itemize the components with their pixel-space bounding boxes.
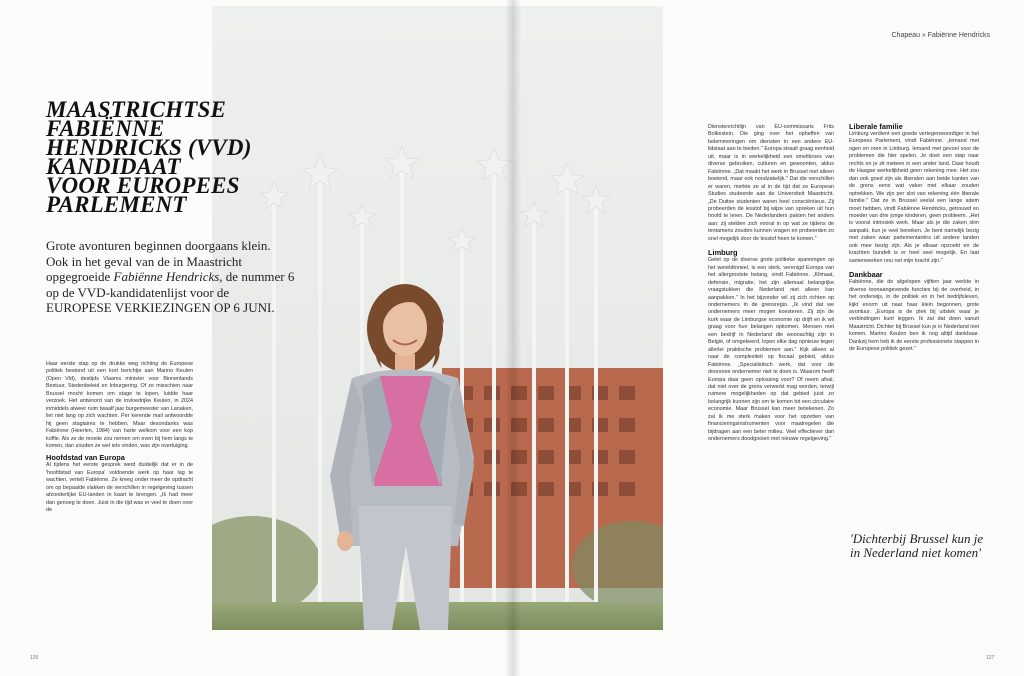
article-intro — [46, 238, 296, 316]
intro-text-1: Grote avonturen beginnen doorgaans klein. Ook in het geval van de in Maastricht opgegroeide — [46, 238, 271, 284]
folio-right: 127 — [986, 655, 995, 661]
article-title — [46, 97, 281, 217]
body-column-3 — [708, 124, 834, 644]
subhead-dankbaar: Dankbaar — [849, 270, 883, 280]
title-line-6: PARLEMENT — [46, 192, 187, 217]
col3-paragraph-1: Dienstenrichtlijn van EU-commissaris Frits Bolkestein. Die ging over het opheffen van belemmeringen om diensten in een andere EU-lidstaat aan te bieden." Europa straalt graag eenheid uit, maar is in werkelijkheid een smeltkroes van diverse gebruiken, culturen en gewoonten, aldus Fabiënne. „Dat maakt het werk in Brussel niet alleen boeiend, maar ook noodzakelijk." Dat die verschillen er waren, merkte ze al in de tijd dat ze European Studies studeerde aan de Universiteit Maastricht. „De Duitse studenten waren heel consciëntieus. Zij probeerden de lesstof bij wijze van spreken uit hun hoofd te leren. De Nederlanders pakten het anders aan: zij stelden zich vooral in op wat ze tijdens de tentamens zouden kunnen vragen en probeerden zo snel mogelijk door de lesstof heen te komen." — [708, 124, 834, 242]
title-line-1: MAASTRICHTSE — [46, 97, 227, 122]
col3-paragraph-2: Gelet op de diverse grote politieke spanningen op het wereldtoneel, is een sterk, verenigd Europa van het allergrootste belang, vindt Fabiënne. „Klimaat, defensie, migratie; het zijn allemaal belangrijke vraagstukken die Nederland niet alleen kan aanpakken." In het bijzonder wil zij zich richten op ondernemers in de grensregio. „Ik vind dat we ondernemers meer mogen koesteren. Zij zijn de kurk waar de Limburgse economie op drijft en ik wil graag voor hun belangen opkomen. Mensen met een bedrijf in Nederland die woonachtig zijn in België, of omgekeerd, lopen elke dag opnieuw tegen allerlei praktische problemen aan." Kijk alleen al naar de complexiteit op fiscaal gebied, aldus Fabiënne. „Specialistisch werk, dat voor de doorsnee ondernemer niet te doen is. Waarom heeft Europa daar geen oplossing voor? Of neem afval, dat niet over de grens verwerkt mag worden, terwijl ruimere mogelijkheden op dat gebied juist zo belangrijk kunnen zijn om te komen tot een circulaire economie. Maar Brussel kan meer betekenen. Zo zal ik me sterk maken voor het opzetten van financieringsinstrumenten voor maatregelen die bijdragen aan een beter milieu. Veel effectiever dan ondernemers doodgooien met nieuwe regelgeving." — [708, 257, 834, 443]
running-head: Chapeau » Fabiënne Hendricks — [891, 32, 990, 39]
subhead-liberale: Liberale familie — [849, 122, 903, 131]
subhead-limburg: Limburg — [708, 248, 738, 258]
col4-paragraph-2: Fabiënne, die de afgelopen vijftien jaar werkte in diverse toonaangevende functies bij de overheid, in het onderwijs, in de politiek en in het bedrijfsleven, kijkt enorm uit naar haar klein begonnen, grote avontuur. „Europa is de plek bij uitstek waar je verbindingen kunt leggen. Ik zal dat doen vanuit Maastricht. Dichter bij Brussel kun je in Nederland niet komen. Marino Keulen ben ik nog altijd dankbaar. Dankzij hem heb ik de eerste professionele stappen in de Europese politiek gezet." — [849, 279, 979, 353]
title-line-4: KANDIDAAT — [46, 154, 181, 179]
subhead-hoofdstad: Hoofdstad van Europa — [46, 453, 125, 463]
col4-paragraph-1: Limburg verdient een goede vertegenwoordiger in het Europees Parlement, vindt Fabiënne. „Iemand met ogen en oren in Limburg. Iemand met gevoel voor de problemen die hier spelen. Je doet een stap naar rechts en je zit meteen in een ander land. Daar houdt de Haagse werkelijkheid geen rekening mee. Het zou dan ook goed zijn als liberalen aan beide kanten van de grens eens wat vaker met elkaar zouden optrekken. We zijn per slot van rekening één liberale familie." Dat ze in Brussel veelal een lange adem moet hebben, vindt Fabiënne Hendricks, getrouwd en moeder van drie jonge kinderen, geen probleem. „Het is vooral intrinsiek werk. Maar als je die zaken slim aanpakt, kun je veel bereiken. Je bent namelijk bezig met zaken waar parlementariërs uit andere landen ook mee bezig zijn. Als je elkaar opzoekt en de krachten bundelt is er heel veel mogelijk. En laat samenwerken nou net mijn kracht zijn." — [849, 131, 979, 264]
intro-text-2: , de nummer 6 op de VVD-kandidatenlijst voor de EUROPESE VERKIEZINGEN OP 6 JUNI. — [46, 269, 295, 315]
page-gutter — [505, 0, 521, 676]
col1-paragraph-2: Al tijdens het eerste gesprek werd duidelijk dat er in de 'hoofdstad van Europa' voldoende werk op haar lag te wachten, vertelt Fabiënne. Ze kreeg onder meer de opdracht om op bepaalde vlakken de verschillen in regelgeving tussen afzonderlijke EU-landen in kaart te brengen. „Ik had meer dan genoeg te doen. Juist in die tijd was er veel te doen over de — [46, 462, 193, 514]
title-line-2: FABIËNNE — [46, 116, 165, 141]
body-column-1 — [46, 361, 193, 653]
title-line-5: VOOR EUROPEES — [46, 173, 240, 198]
intro-name: Fabiënne Hendricks — [113, 269, 220, 284]
title-line-3: HENDRICKS (VVD) — [46, 135, 252, 160]
col1-paragraph-1: Haar eerste stap op de drukke weg richting de Europese politiek bestond uit een kort berichtje aan Marino Keulen (Open Vld), destijds Vlaams minister voor Binnenlands Bestuur, Stedenbeleid en Inburgering. Of ze misschien naar Brussel mocht komen om stage te lopen, luidde haar verzoek. Het antwoord van de invloedrijke Keulen, in 2024 inmiddels alweer ruim twaalf jaar burgemeester van Lanaken, liet niet lang op zich wachten. Per kerende mail antwoordde hij geen stagiaires te hebben. Maar desondanks was Fabiënne (Heerlen, 1984) van harte welkom voor een kop koffie. Als ze de moeite zou nemen om even bij hem langs te komen, dan zouden ze wel iets vinden, was zijn overtuiging. — [46, 361, 193, 449]
pull-quote: 'Dichterbij Brussel kun je in Nederland niet komen' — [850, 531, 984, 560]
folio-left: 126 — [30, 655, 39, 661]
body-column-4 — [849, 122, 979, 522]
